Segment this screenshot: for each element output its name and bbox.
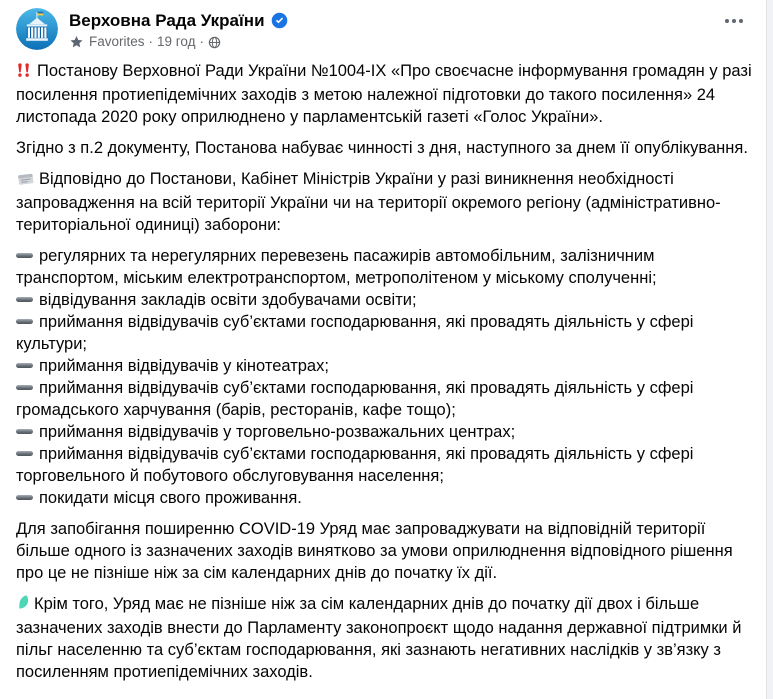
post-header (0, 0, 773, 50)
list-item-text: приймання відвідувачів у кінотеатрах; (39, 357, 329, 375)
verkhovna-rada-logo-icon (16, 37, 58, 50)
minus-bullet-icon (16, 253, 33, 258)
post-timestamp[interactable]: 19 год (157, 34, 196, 49)
paragraph-text: Відповідно до Постанови, Кабінет Міністрів України у разі виникнення необхідності запровадження на всій території України чи на території окремого регіону (адміністративно-територіальної одиниці) заборони: (16, 170, 721, 234)
minus-bullet-icon (16, 495, 33, 500)
list-item (16, 245, 755, 289)
paragraph-support-bill (16, 593, 755, 683)
paragraph-text: Постанову Верховної Ради України №1004-IX «Про своєчасне інформування громадян у разі посилення протиепідемічних заходів з метою належної підготовки до такого посилення» 24 листопада 2020 року оприлюднено у парламентській газеті «Голос України». (16, 62, 752, 126)
double-exclamation-icon (16, 62, 34, 84)
list-item (16, 487, 755, 509)
page-avatar[interactable] (16, 8, 58, 50)
list-item-text: приймання відвідувачів суб’єктами господарювання, які провадять діяльність у сфері громадського харчування (барів, ресторанів, кафе тощо); (16, 379, 694, 419)
list-item (16, 355, 755, 377)
header-texts (69, 8, 288, 50)
meta-separator: · (148, 34, 154, 49)
paragraph-cabinet-bans-intro (16, 168, 755, 236)
favorites-label[interactable]: Favorites (89, 34, 145, 49)
list-item (16, 421, 755, 443)
favorites-star-icon (69, 35, 84, 49)
document-icon (16, 170, 36, 192)
public-globe-icon (208, 36, 221, 49)
minus-bullet-icon (16, 363, 33, 368)
list-item-text: регулярних та нерегулярних перевезень пасажирів автомобільним, залізничним транспортом, міським електротранспортом, метрополітеном у міському сполученні; (16, 247, 657, 287)
paragraph-covid-condition (16, 518, 755, 584)
post-body (0, 50, 773, 683)
paragraph-effective-date (16, 137, 755, 159)
page-background-strip (766, 0, 773, 699)
meta-separator: · (199, 34, 205, 49)
minus-bullet-icon (16, 319, 33, 324)
minus-bullet-icon (16, 297, 33, 302)
verified-badge-icon (271, 12, 288, 29)
list-item (16, 377, 755, 421)
paragraph-text: Крім того, Уряд має не пізніше ніж за сім календарних днів до початку дії двох і більше зазначених заходів внести до Парламенту законопроєкт щодо надання державної підтримки й пільг населенню та суб’єктам господарювання, які зазнають негативних наслідків у зв’язку з посиленням протиепідемічних заходів. (16, 595, 742, 681)
post-options-button[interactable] (721, 13, 747, 29)
feather-icon (16, 594, 31, 617)
ban-list (16, 245, 755, 509)
page-name[interactable]: Верховна Рада України (69, 11, 265, 30)
list-item-text: приймання відвідувачів суб’єктами господарювання, які провадять діяльність у сфері торговельного й побутового обслуговування населення; (16, 445, 694, 485)
list-item (16, 311, 755, 355)
minus-bullet-icon (16, 385, 33, 390)
list-item-text: відвідування закладів освіти здобувачами освіти; (39, 291, 417, 309)
list-item-text: приймання відвідувачів у торговельно-розважальних центрах; (39, 423, 516, 441)
list-item-text: приймання відвідувачів суб’єктами господарювання, які провадять діяльність у сфері культури; (16, 313, 694, 353)
paragraph-text: Згідно з п.2 документу, Постанова набуває чинності з дня, наступного за днем її опублікування. (16, 139, 748, 157)
list-item-text: покидати місця свого проживання. (39, 489, 302, 507)
list-item (16, 443, 755, 487)
post-meta (69, 34, 288, 50)
list-item (16, 289, 755, 311)
paragraph-text: Для запобігання поширенню COVID-19 Уряд має запроваджувати на відповідній території більше одного із зазначених заходів винятково за умови оприлюднення відповідного рішення про це не пізніше ніж за сім календарних днів до початку їх дії. (16, 520, 733, 582)
paragraph-resolution-published (16, 60, 755, 128)
minus-bullet-icon (16, 451, 33, 456)
minus-bullet-icon (16, 429, 33, 434)
